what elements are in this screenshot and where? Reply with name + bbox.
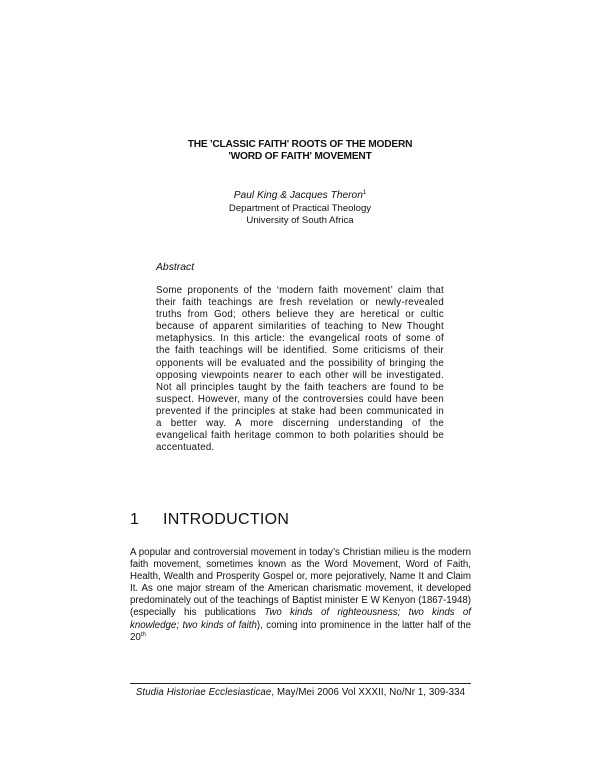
journal-name: Studia Historiae Ecclesiasticae (135, 687, 272, 698)
section-heading (130, 511, 289, 529)
paper-title (130, 139, 470, 163)
intro-publication-titles: Two kinds of righteousness; two kinds of knowledge; two kinds of faith (130, 607, 471, 631)
abstract-heading: Abstract (156, 262, 195, 273)
author-department: Department of Practical Theology (228, 202, 372, 214)
intro-text-part-1: A popular and controversial movement in today’s Christian milieu is the modern faith movement, sometimes known as the Word Movement, Word of Faith, Health, Wealth and Prosperity Gospel or, more pejoratively, Name It and Claim It. As one major stream of the American charismatic movement, it developed predominately out of the teachings of Baptist minister E W Kenyon (1867-1948) (especially his publications (130, 547, 471, 619)
author-names: Paul King & Jacques Theron (233, 190, 363, 202)
section-title: INTRODUCTION (163, 511, 290, 528)
abstract-text: Some proponents of the ‘modern faith movement’ claim that their faith teachings are fresh revelation or newly-revealed truths from God; others believe they are heretical or cultic because of apparent similarities of teaching to New Thought metaphysics. In this article: the evangelical roots of some of the faith teachings will be identified. Some criticisms of their opponents will be evaluated and the possibility of bringing the opposing viewpoints nearer to each other will be investigated. Not all principles taught by the faith teachers are found to be suspect. However, many of the controversies could have been prevented if the principles at stake had been communicated in a better way. A more discerning understanding of the evangelical faith heritage common to both polarities should be accentuated. (156, 285, 444, 454)
footnote-marker[interactable]: 1 (362, 190, 367, 196)
author-block (130, 187, 470, 228)
journal-footer (130, 687, 471, 698)
section-number: 1 (130, 511, 140, 528)
author-university: University of South Africa (246, 215, 354, 227)
intro-paragraph (130, 547, 471, 644)
title-line-1: THE 'CLASSIC FAITH' ROOTS OF THE MODERN (187, 139, 413, 150)
intro-superscript: th (140, 631, 146, 638)
journal-citation: , May/Mei 2006 Vol XXXII, No/Nr 1, 309-334 (271, 687, 466, 698)
intro-text-part-2: ), coming into prominence in the latter half of the 20 (130, 619, 472, 643)
footer-divider (130, 683, 471, 684)
title-line-2: 'WORD OF FAITH' MOVEMENT (228, 151, 372, 162)
